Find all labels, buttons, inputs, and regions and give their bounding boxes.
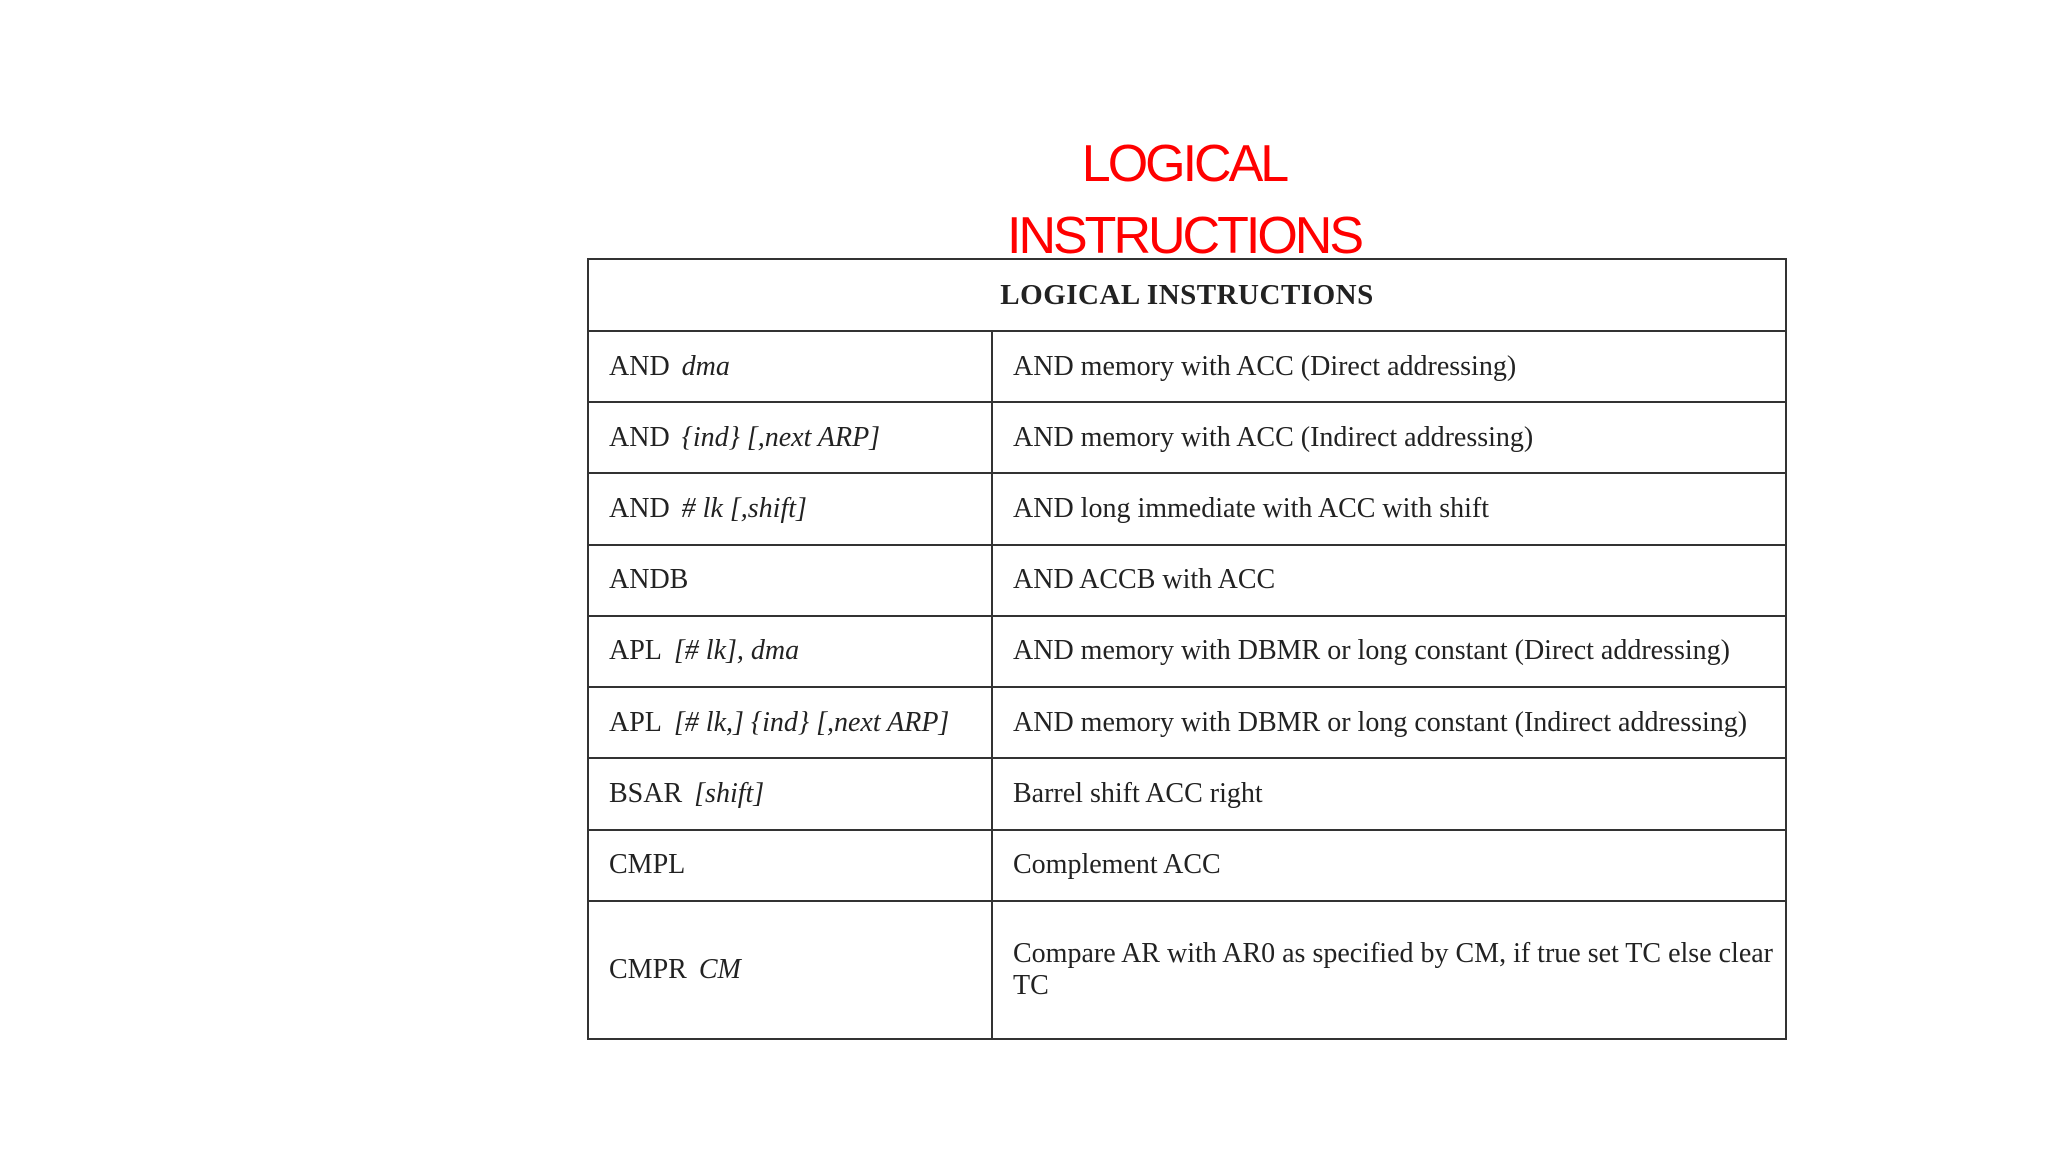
instruction-cell bbox=[588, 545, 992, 616]
instruction-cell bbox=[588, 758, 992, 829]
logical-instructions-table bbox=[587, 258, 1787, 1040]
operand: [# lk,] {ind} [,next ARP] bbox=[673, 706, 950, 738]
description-cell: Barrel shift ACC right bbox=[992, 758, 1786, 829]
operand: CM bbox=[698, 953, 741, 985]
instruction-cell bbox=[588, 830, 992, 901]
description-cell: AND memory with DBMR or long constant (Direct addressing) bbox=[992, 616, 1786, 687]
mnemonic: APL bbox=[609, 635, 662, 667]
operand: {ind} [,next ARP] bbox=[681, 421, 881, 453]
mnemonic: CMPR bbox=[609, 953, 687, 985]
description-cell: AND memory with ACC (Direct addressing) bbox=[992, 331, 1786, 402]
description-cell: AND ACCB with ACC bbox=[992, 545, 1786, 616]
description-cell: Complement ACC bbox=[992, 830, 1786, 901]
instruction-cell bbox=[588, 331, 992, 402]
operand: [shift] bbox=[694, 777, 765, 809]
instruction-cell bbox=[588, 687, 992, 758]
table-row bbox=[588, 545, 1786, 616]
table-header: LOGICAL INSTRUCTIONS bbox=[588, 259, 1786, 331]
table-row bbox=[588, 473, 1786, 544]
table-row bbox=[588, 687, 1786, 758]
mnemonic: AND bbox=[609, 493, 670, 525]
table-header-row bbox=[588, 259, 1786, 331]
description-cell: AND memory with DBMR or long constant (Indirect addressing) bbox=[992, 687, 1786, 758]
operand: # lk [,shift] bbox=[681, 493, 807, 525]
table-row bbox=[588, 402, 1786, 473]
mnemonic: ANDB bbox=[609, 564, 689, 596]
instruction-cell bbox=[588, 901, 992, 1039]
table-row bbox=[588, 331, 1786, 402]
description-cell: AND long immediate with ACC with shift bbox=[992, 473, 1786, 544]
mnemonic: APL bbox=[609, 706, 662, 738]
mnemonic: AND bbox=[609, 350, 670, 382]
instruction-cell bbox=[588, 402, 992, 473]
mnemonic: BSAR bbox=[609, 777, 683, 809]
instruction-cell bbox=[588, 616, 992, 687]
table-row bbox=[588, 758, 1786, 829]
table-row bbox=[588, 830, 1786, 901]
instruction-cell bbox=[588, 473, 992, 544]
table-row bbox=[588, 901, 1786, 1039]
description-cell: AND memory with ACC (Indirect addressing) bbox=[992, 402, 1786, 473]
operand: dma bbox=[681, 350, 730, 382]
operand: [# lk], dma bbox=[673, 635, 800, 667]
slide-title: LOGICAL INSTRUCTIONS bbox=[1007, 135, 1361, 265]
mnemonic: AND bbox=[609, 421, 670, 453]
table-row bbox=[588, 616, 1786, 687]
description-cell: Compare AR with AR0 as specified by CM, if true set TC else clear TC bbox=[992, 901, 1786, 1039]
mnemonic: CMPL bbox=[609, 849, 686, 881]
